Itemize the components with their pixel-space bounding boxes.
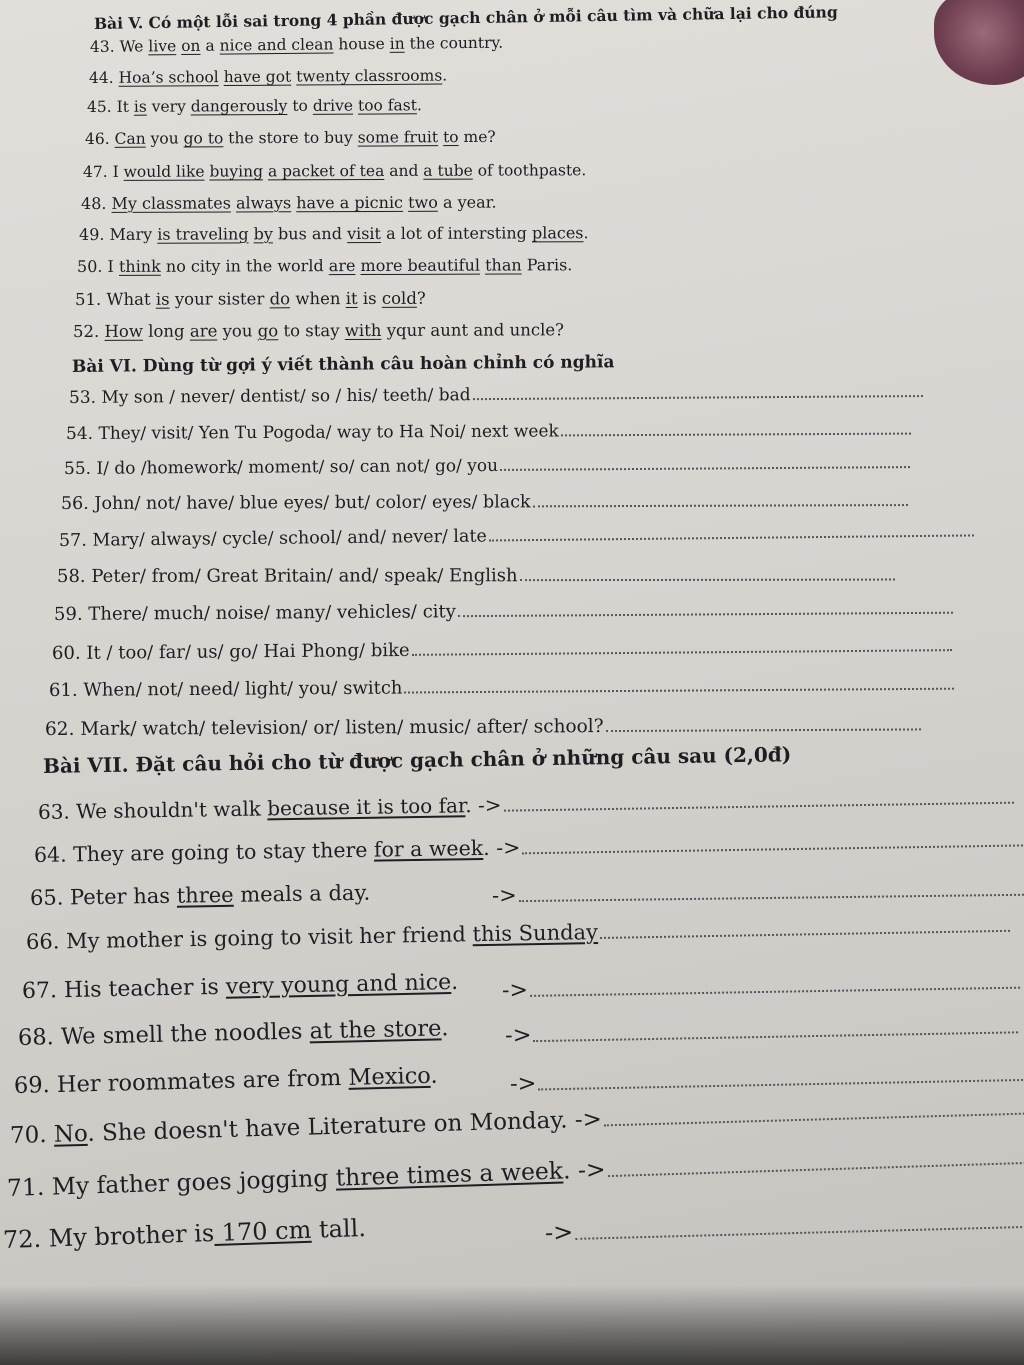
answer-blank[interactable] [489, 525, 974, 542]
underlined-phrase: are [328, 256, 356, 276]
underlined-phrase: by [253, 224, 273, 244]
s7-item-66 [26, 913, 1010, 954]
item-number: 48. [80, 193, 112, 213]
sentence-text: of toothpaste. [472, 161, 587, 180]
s5-item-45 [87, 96, 422, 116]
s5-item-48 [81, 193, 497, 213]
sentence-text: a [200, 36, 220, 55]
underlined-phrase: My classmates [111, 193, 231, 213]
s7-item-71 [7, 1141, 1024, 1202]
sentence-text: yqur aunt and uncle? [381, 320, 564, 340]
arrow-symbol: -> [491, 883, 517, 908]
sentence-text: What [106, 289, 156, 309]
answer-arrow-line [502, 970, 1020, 1004]
item-number: 55. [63, 458, 97, 479]
underlined-phrase: do [269, 289, 291, 309]
sentence-text: your sister [169, 289, 270, 309]
underlined-phrase: some fruit [357, 128, 439, 147]
underlined-phrase: for a week [373, 835, 484, 862]
s7-item-70 [10, 1094, 1024, 1149]
s5-item-50 [77, 255, 572, 276]
item-number: 67. [21, 978, 65, 1004]
sentence-text: Paris. [521, 255, 573, 275]
item-number: 54. [65, 423, 99, 444]
answer-blank[interactable] [575, 1212, 1024, 1240]
answer-blank[interactable] [607, 1148, 1024, 1177]
underlined-phrase: too fast [357, 96, 417, 115]
underlined-phrase: nice and clean [219, 35, 334, 55]
underlined-phrase: three [176, 882, 234, 908]
sentence-text: Mary/ always/ cycle/ school/ and/ never/ late [92, 526, 487, 551]
underlined-phrase: No [53, 1120, 88, 1148]
s6-item-54 [66, 420, 911, 444]
sentence-text: me? [458, 127, 496, 147]
s7-item-64 [34, 827, 1024, 867]
item-number: 70. [9, 1121, 55, 1149]
item-number: 62. [44, 718, 81, 740]
answer-blank[interactable] [561, 423, 911, 436]
answer-blank[interactable] [458, 602, 953, 617]
answer-blank[interactable] [412, 639, 952, 656]
sentence-text: Peter has [69, 883, 177, 910]
underlined-phrase: Hoa’s school [118, 68, 219, 87]
sentence-text: We [119, 37, 149, 56]
sentence-text: very [146, 97, 191, 116]
sentence-text: ? [416, 288, 426, 308]
s5-item-44 [89, 66, 447, 87]
arrow-symbol: -> [504, 1022, 532, 1049]
answer-blank[interactable] [473, 386, 923, 400]
underlined-phrase: buying [209, 162, 264, 181]
sentence-text: the store to buy [223, 128, 358, 148]
underlined-phrase: go to [183, 129, 224, 148]
s6-item-60 [52, 635, 952, 664]
arrow-symbol: -> [501, 977, 529, 1004]
s5-item-46 [85, 128, 496, 148]
sentence-text: when [290, 289, 346, 309]
section5-heading: Bài V. Có một lỗi sai trong 4 phần được gạch chân ở mỗi câu tìm và chữa lại cho đúng [93, 2, 838, 33]
s7-item-65 [30, 881, 371, 910]
arrow-symbol: -> [544, 1217, 574, 1247]
underlined-phrase: twenty classrooms [296, 66, 443, 86]
sentence-text: . [442, 66, 448, 85]
underlined-phrase: a packet of tea [267, 161, 385, 181]
underlined-phrase: is traveling [157, 224, 249, 244]
answer-blank[interactable] [522, 833, 1024, 854]
sentence-text: My son / never/ dentist/ so / his/ teeth/ bad [101, 385, 471, 408]
sentence-text: you [217, 321, 258, 341]
sentence-text: We shouldn't walk [75, 796, 268, 824]
underlined-phrase: Can [114, 129, 146, 148]
sentence-text: . [441, 1015, 449, 1042]
s7-item-67 [22, 970, 459, 1004]
underlined-phrase: drive [312, 96, 354, 115]
underlined-phrase: How [104, 321, 143, 341]
sentence-text: . [430, 1062, 438, 1089]
answer-blank[interactable] [538, 1067, 1023, 1091]
s5-item-52 [73, 320, 564, 341]
item-number: 44. [88, 68, 119, 87]
item-number: 56. [60, 493, 95, 514]
item-number: 58. [56, 565, 92, 587]
section6-heading: Bài VI. Dùng từ gợi ý viết thành câu hoàn chỉnh có nghĩa [71, 352, 615, 377]
sentence-text: I [112, 162, 124, 181]
underlined-phrase: on [181, 36, 201, 56]
sentence-text: They are going to stay there [72, 837, 375, 867]
underlined-phrase: 170 cm [213, 1215, 312, 1247]
s5-item-47 [83, 161, 586, 181]
answer-blank[interactable] [500, 457, 910, 471]
item-number: 66. [25, 929, 67, 954]
sentence-text: My brother is [48, 1219, 215, 1253]
item-number: 46. [84, 129, 115, 148]
underlined-phrase: have got [223, 67, 292, 87]
underlined-phrase: are [189, 321, 218, 341]
item-number: 50. [76, 256, 108, 276]
underlined-phrase: Mexico [348, 1062, 431, 1091]
sentence-text: . [583, 223, 589, 243]
answer-arrow-line [492, 877, 1024, 908]
underlined-phrase: cold [381, 288, 417, 308]
sentence-text: Peter/ from/ Great Britain/ and/ speak/ English [91, 565, 518, 587]
sentence-text: . [416, 96, 422, 115]
sentence-text: bus and [272, 224, 348, 244]
underlined-phrase: is [133, 97, 147, 116]
s6-item-62 [45, 714, 921, 740]
s7-item-72 [3, 1214, 367, 1254]
answer-arrow-line [545, 1205, 1024, 1246]
sentence-text: you [145, 129, 184, 148]
underlined-phrase: two [408, 192, 438, 212]
item-number: 57. [58, 530, 93, 551]
sentence-text: I [107, 256, 119, 276]
answer-blank[interactable] [503, 791, 1013, 812]
answer-blank[interactable] [606, 718, 921, 732]
underlined-phrase: have a picnic [296, 192, 404, 213]
underlined-phrase: with [344, 320, 382, 341]
underlined-phrase: would like [123, 162, 205, 181]
sentence-text: Mark/ watch/ television/ or/ listen/ music/ after/ school? [80, 716, 604, 740]
sentence-text: It / too/ far/ us/ go/ Hai Phong/ bike [86, 639, 410, 664]
answer-blank[interactable] [600, 918, 1010, 939]
item-number: 72. [2, 1224, 50, 1254]
sentence-text: tall. [310, 1213, 367, 1244]
answer-blank[interactable] [404, 678, 954, 694]
sentence-text: It [116, 97, 134, 116]
sentence-text: My father goes jogging [51, 1163, 337, 1201]
s7-item-63 [38, 785, 1014, 824]
sentence-text: meals a day. [233, 880, 371, 907]
sentence-text: We smell the noodles [60, 1018, 310, 1051]
underlined-phrase: go [257, 321, 279, 341]
arrow-symbol: -> [509, 1070, 537, 1098]
item-number: 61. [48, 679, 84, 701]
underlined-phrase: this Sunday [472, 920, 599, 947]
underlined-phrase: a tube [423, 161, 473, 180]
sentence-text: the country. [404, 33, 504, 53]
sentence-text: house [333, 34, 390, 54]
sentence-text: My mother is going to visit her friend [65, 922, 473, 954]
answer-blank[interactable] [533, 1019, 1018, 1042]
s5-item-51 [75, 289, 426, 309]
item-number: 59. [53, 603, 89, 625]
sentence-text: . -> [465, 792, 502, 818]
s5-item-43 [90, 34, 503, 56]
underlined-phrase: think [118, 256, 161, 276]
answer-blank[interactable] [520, 569, 895, 582]
underlined-phrase: in [389, 34, 405, 53]
item-number: 45. [86, 97, 117, 116]
sentence-text: . [450, 969, 459, 996]
underlined-phrase: because it is too far [267, 793, 466, 821]
item-number: 71. [6, 1172, 53, 1202]
sentence-text: no city in the world [160, 256, 329, 276]
sentence-text: to [287, 96, 313, 115]
sentence-text: John/ not/ have/ blue eyes/ but/ color/ eyes/ black [94, 492, 531, 514]
underlined-phrase: than [485, 255, 522, 275]
item-number: 60. [51, 642, 87, 664]
underlined-phrase: to [442, 128, 459, 147]
s7-item-69 [14, 1063, 438, 1099]
underlined-phrase: is [155, 289, 170, 309]
underlined-phrase: always [235, 193, 292, 213]
sentence-text: long [142, 321, 190, 341]
item-number: 63. [37, 799, 77, 824]
sentence-text: to stay [278, 321, 345, 341]
underlined-phrase: more beautiful [360, 255, 480, 276]
sentence-text: Her roommates are from [56, 1064, 349, 1098]
item-number: 49. [78, 224, 110, 244]
answer-blank[interactable] [604, 1099, 1024, 1126]
underlined-phrase: dangerously [190, 96, 288, 116]
s6-item-61 [49, 674, 955, 701]
s6-item-57 [59, 521, 974, 551]
s5-item-49 [79, 223, 589, 244]
item-number: 51. [74, 289, 107, 309]
sentence-text: a lot of intersting [380, 223, 532, 243]
answer-blank[interactable] [519, 882, 1024, 902]
underlined-phrase: visit [347, 223, 382, 244]
answer-arrow-line [505, 1013, 1019, 1048]
sentence-text: Mary [109, 224, 158, 244]
s7-item-68 [18, 1015, 449, 1051]
sentence-text: There/ much/ noise/ many/ vehicles/ city [88, 601, 456, 625]
sentence-text: When/ not/ need/ light/ you/ switch [83, 677, 403, 701]
purple-object-corner [934, 0, 1024, 85]
sentence-text: a year. [437, 192, 497, 212]
sentence-text: and [384, 161, 424, 180]
item-number: 43. [89, 37, 120, 56]
item-number: 53. [68, 387, 102, 408]
underlined-phrase: it [345, 289, 358, 309]
answer-blank[interactable] [530, 975, 1020, 997]
answer-arrow-line [510, 1061, 1024, 1097]
item-number: 65. [29, 885, 71, 910]
sentence-text: is [357, 288, 382, 309]
item-number: 64. [33, 842, 74, 867]
underlined-phrase: live [148, 37, 177, 56]
underlined-phrase: very young and nice [225, 970, 452, 1000]
sentence-text: I/ do /homework/ moment/ so/ can not/ go/ you [96, 455, 499, 479]
section7-heading: Bài VII. Đặt câu hỏi cho từ được gạch chân ở những câu sau (2,0đ) [42, 742, 792, 778]
sentence-text: . She doesn't have Literature on Monday. -> [87, 1106, 603, 1147]
item-number: 68. [17, 1024, 62, 1051]
underlined-phrase: at the store [309, 1015, 442, 1045]
s6-item-56 [61, 491, 908, 514]
bottom-shadow [0, 1285, 1024, 1365]
sentence-text: . -> [482, 835, 521, 860]
underlined-phrase: three times a week [335, 1156, 564, 1192]
s6-item-53 [69, 382, 923, 408]
s6-item-55 [64, 453, 910, 479]
s6-item-58 [57, 565, 895, 587]
sentence-text: . -> [562, 1155, 607, 1185]
sentence-text: His teacher is [63, 974, 227, 1004]
sentence-text: They/ visit/ Yen Tu Pogoda/ way to Ha Noi/ next week [98, 421, 559, 444]
item-number: 69. [13, 1071, 58, 1099]
answer-blank[interactable] [533, 494, 908, 507]
item-number: 47. [82, 162, 113, 181]
s6-item-59 [54, 598, 953, 625]
underlined-phrase: places [531, 223, 584, 243]
item-number: 52. [72, 321, 105, 341]
